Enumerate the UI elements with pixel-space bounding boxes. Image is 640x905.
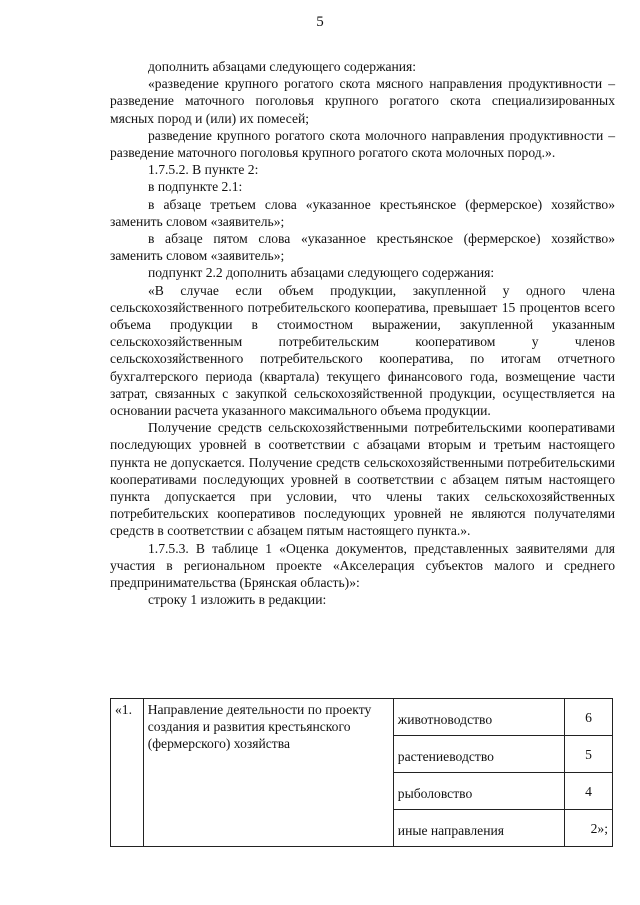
paragraph: дополнить абзацами следующего содержания: — [148, 59, 417, 74]
paragraph: Получение средств сельскохозяйственными потребительскими кооперативами последующих уровней в соответствии с абзацами вторым и третьим настоящего пункта не допускается. Получение средств сельскохозяйственными потребительскими кооперативами последующих уровней в соответствии с абзацем пятым настоящего пункта допускается при условии, что члены таких сельскохозяйственных потребительских кооперативов последующих уровней не являются получателями средств в соответствии с абзацем пятым настоящего пункта.». — [110, 420, 615, 539]
paragraph: подпункт 2.2 дополнить абзацами следующего содержания: — [148, 265, 495, 281]
evaluation-table — [110, 698, 613, 847]
direction-cell: Направление деятельности по проекту создания и развития крестьянского (фермерского) хозяйства — [143, 699, 393, 847]
score-cell: 5 — [564, 736, 612, 773]
category-cell: животноводство — [393, 699, 564, 736]
paragraph: «В случае если объем продукции, закупленной у одного члена сельскохозяйственного потребительского кооператива, превышает 15 процентов всего объема продукции в стоимостном выражении, закупленной указанным сельскохозяйственным потребительским кооперативом у членов сельскохозяйственного потребительского кооператива, по итогам отчетного бухгалтерского периода (квартала) текущего финансового года, возмещение части затрат, связанных с закупкой сельскохозяйственной продукции, осуществляется на основании расчета указанного максимального объема продукции. — [110, 282, 615, 419]
row-number-cell: «1. — [111, 699, 144, 847]
paragraph: разведение крупного рогатого скота молочного направления продуктивности – разведение маточного поголовья крупного рогатого скота молочных пород.». — [110, 127, 615, 161]
page-number: 5 — [316, 14, 324, 30]
paragraph: строку 1 изложить в редакции: — [148, 592, 327, 608]
score-cell: 4 — [564, 773, 612, 810]
document-body — [110, 58, 615, 609]
score-cell: 2»; — [564, 810, 612, 847]
score-cell: 6 — [564, 699, 612, 736]
category-cell: растениеводство — [393, 736, 564, 773]
table-row — [111, 699, 613, 736]
paragraph: в подпункте 2.1: — [148, 179, 243, 195]
paragraph: 1.7.5.3. В таблице 1 «Оценка документов, представленных заявителями для участия в региональном проекте «Акселерация субъектов малого и среднего предпринимательства (Брянская область)»: — [110, 540, 615, 591]
paragraph: 1.7.5.2. В пункте 2: — [148, 162, 259, 178]
paragraph: в абзаце пятом слова «указанное крестьянское (фермерское) хозяйство» заменить словом «заявитель»; — [110, 231, 615, 264]
paragraph: «разведение крупного рогатого скота мясного направления продуктивности – разведение маточного поголовья крупного рогатого скота специализированных мясных пород и (или) их помесей; — [110, 76, 615, 126]
category-cell: иные направления — [393, 810, 564, 847]
paragraph: в абзаце третьем слова «указанное крестьянское (фермерское) хозяйство» заменить словом «заявитель»; — [110, 196, 615, 229]
category-cell: рыболовство — [393, 773, 564, 810]
